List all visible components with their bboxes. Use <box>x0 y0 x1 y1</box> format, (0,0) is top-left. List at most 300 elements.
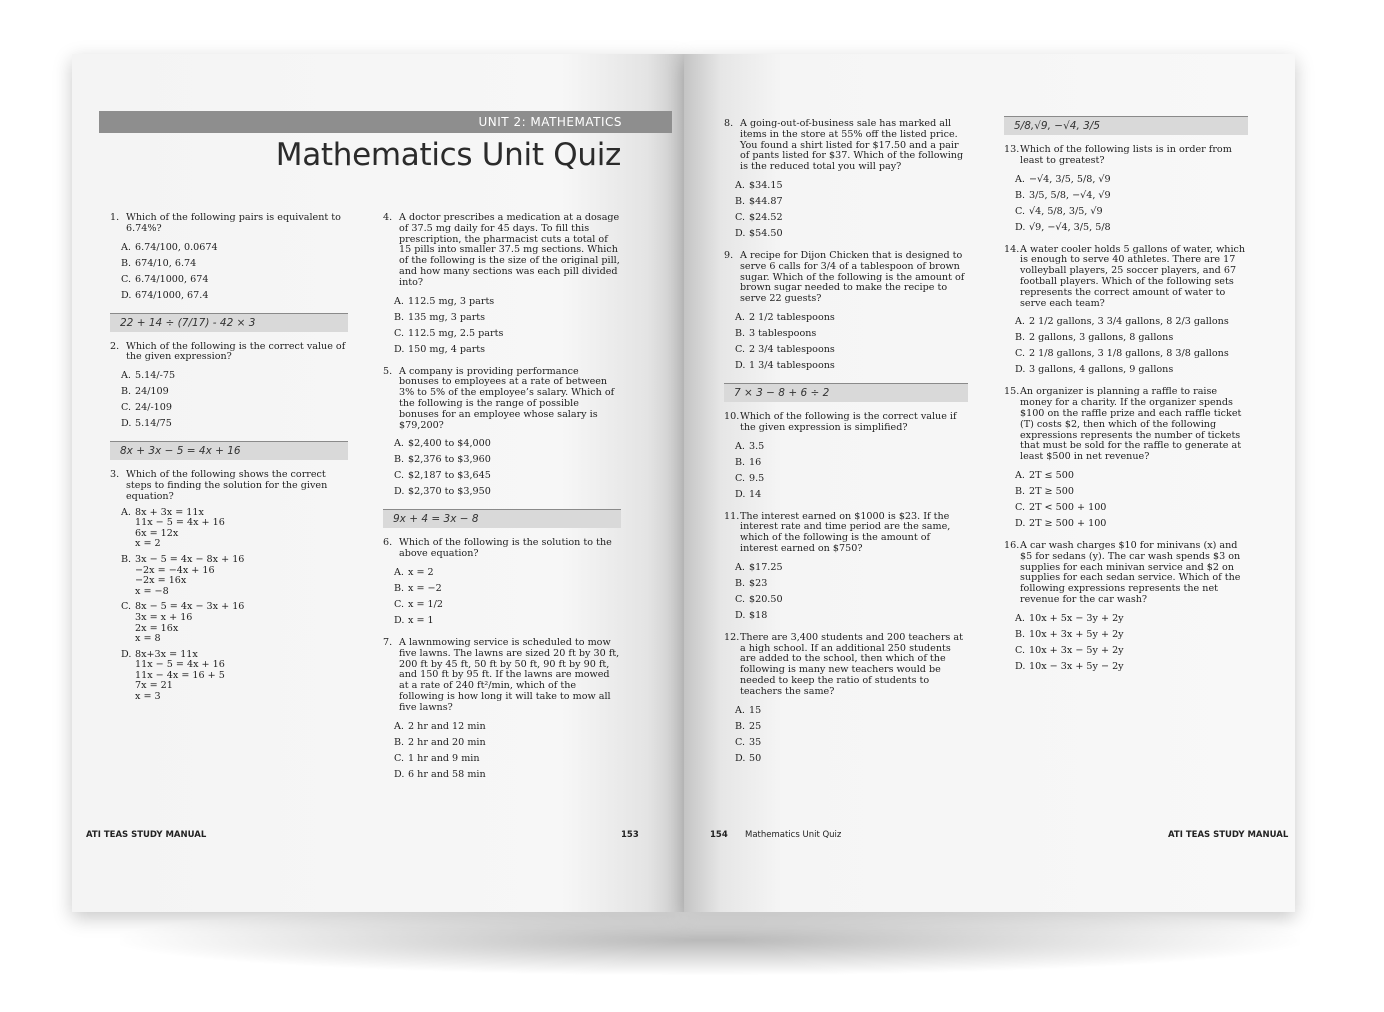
option-step-line: x = −8 <box>135 585 169 597</box>
question-text: Which of the following lists is in order from least to greatest? <box>1020 144 1232 166</box>
option-text: $2,187 to $3,645 <box>408 470 491 482</box>
option-text: $24.52 <box>749 211 783 223</box>
answer-option <box>394 326 621 342</box>
option-text: 50 <box>749 752 762 764</box>
answer-option <box>735 358 968 374</box>
option-text: $2,376 to $3,960 <box>408 454 491 466</box>
option-text: 1 hr and 9 min <box>408 752 480 764</box>
question-text: Which of the following is the correct value if the given expression is simplified? <box>740 410 957 433</box>
expression-box: 5/8,√9, −√4, 3/5 <box>1004 116 1248 135</box>
option-letter: A. <box>394 566 404 578</box>
question-5 <box>383 367 621 501</box>
option-letter: A. <box>121 241 131 253</box>
question-7 <box>383 638 621 783</box>
option-text: 2 gallons, 3 gallons, 8 gallons <box>1029 332 1174 344</box>
answer-option <box>1015 362 1248 378</box>
question-text: An organizer is planning a raffle to raise money for a charity. If the organizer spends $100 on the raffle prize and each raffle ticket (T) costs $2, then which of the following expressions represents the number of tickets that must be sold for the raffle to generate at least $500 in net revenue? <box>1020 386 1242 463</box>
option-letter: A. <box>1015 316 1025 328</box>
option-letter: D. <box>735 227 746 239</box>
option-text: 150 mg, 4 parts <box>408 343 486 355</box>
answer-option <box>394 613 621 629</box>
option-letter: B. <box>1015 628 1026 640</box>
question-text: A company is providing performance bonuses to employees at a rate of between 3% to 5% of the employee’s salary. Which of the following is the range of possible bonuses for an employee whose salary is $79,200? <box>399 365 615 431</box>
answer-option <box>394 452 621 468</box>
option-text: 674/10, 6.74 <box>135 257 197 269</box>
answer-option <box>735 342 968 358</box>
option-text: 2T ≥ 500 <box>1029 485 1074 497</box>
page-title: Mathematics Unit Quiz <box>275 137 621 173</box>
option-text: $2,370 to $3,950 <box>408 486 491 498</box>
answer-option <box>394 342 621 358</box>
option-text: 2T ≤ 500 <box>1029 469 1074 481</box>
option-step-line: 6x = 12x <box>135 527 179 539</box>
option-letter: A. <box>394 720 404 732</box>
option-text: 3.5 <box>749 440 765 452</box>
option-letter: D. <box>1015 660 1026 672</box>
question-stem <box>383 213 621 289</box>
option-text: √4, 5/8, 3/5, √9 <box>1029 205 1103 217</box>
question-stem <box>110 342 348 364</box>
question-9 <box>724 251 968 374</box>
answer-option <box>121 256 348 272</box>
option-letter: B. <box>1015 485 1026 497</box>
option-letter: B. <box>1015 332 1026 344</box>
answer-option <box>1015 627 1248 643</box>
footer-left-label: ATI TEAS STUDY MANUAL <box>86 830 207 840</box>
option-text: √9, −√4, 3/5, 5/8 <box>1029 221 1111 233</box>
option-steps <box>135 602 244 644</box>
option-letter: A. <box>735 561 745 573</box>
question-text: Which of the following shows the correct steps to finding the solution for the given equation? <box>126 469 328 502</box>
answer-options <box>394 294 621 358</box>
question-number: 11. <box>724 510 740 522</box>
option-step-line: 8x + 3x = 11x <box>135 506 204 518</box>
question-number: 10. <box>724 410 740 422</box>
option-text: 9.5 <box>749 472 765 484</box>
column-2 <box>383 213 621 792</box>
option-letter: C. <box>1015 205 1026 217</box>
question-stem <box>724 512 968 555</box>
option-letter: A. <box>735 311 745 323</box>
answer-options <box>1015 172 1248 236</box>
option-text: $44.87 <box>749 195 783 207</box>
option-text: 135 mg, 3 parts <box>408 311 486 323</box>
question-3 <box>110 470 348 702</box>
answer-options <box>394 436 621 500</box>
answer-option <box>735 703 968 719</box>
answer-option <box>1015 500 1248 516</box>
option-text: 2 1/2 tablespoons <box>749 311 835 323</box>
option-text: 674/1000, 67.4 <box>135 289 209 301</box>
question-1 <box>110 213 348 304</box>
answer-option <box>735 326 968 342</box>
answer-option <box>1015 346 1248 362</box>
footer-right-section: Mathematics Unit Quiz <box>745 830 842 840</box>
question-stem <box>1004 145 1248 167</box>
question-2 <box>110 342 348 433</box>
option-step-line: 11x − 4x = 16 + 5 <box>135 669 225 681</box>
option-letter: D. <box>394 614 405 626</box>
option-letter: D. <box>1015 221 1026 233</box>
question-14 <box>1004 245 1248 379</box>
question-text: A doctor prescribes a medication at a dosage of 37.5 mg daily for 45 days. To fill this prescription, the pharmacist cuts a total of 15 pills into smaller 37.5 mg sections. Which of the following is the size of the original pill, and how many sections was each pill divided into? <box>399 212 620 288</box>
question-text: A car wash charges $10 for minivans (x) and $5 for sedans (y). The car wash spends $3 on supplies for each minivan service and $2 on supplies for each sedan service. Which of the following expressions represents the net revenue for the car wash? <box>1020 539 1241 605</box>
option-step-line: 8x+3x = 11x <box>135 648 198 660</box>
question-stem <box>724 633 968 698</box>
option-step-line: −2x = −4x + 16 <box>135 564 215 576</box>
question-stem <box>724 119 968 173</box>
option-text: 15 <box>749 704 762 716</box>
option-letter: C. <box>735 472 746 484</box>
question-text: Which of the following is the correct value of the given expression? <box>126 340 346 363</box>
answer-option <box>735 719 968 735</box>
question-10 <box>724 412 968 503</box>
question-number: 2. <box>110 340 120 352</box>
question-number: 7. <box>383 636 393 648</box>
option-letter: A. <box>121 370 131 382</box>
option-letter: D. <box>121 289 132 301</box>
question-16 <box>1004 541 1248 675</box>
answer-option <box>735 608 968 624</box>
option-text: $17.25 <box>749 561 783 573</box>
answer-options <box>735 560 968 624</box>
option-letter: C. <box>1015 348 1026 360</box>
answer-option <box>1015 516 1248 532</box>
option-text: 16 <box>749 456 762 468</box>
answer-option <box>121 602 348 644</box>
option-steps <box>135 555 244 597</box>
answer-option <box>735 226 968 242</box>
option-letter: A. <box>1015 612 1025 624</box>
answer-option <box>394 436 621 452</box>
answer-option <box>121 508 348 550</box>
option-letter: A. <box>735 179 745 191</box>
option-step-line: 2x = 16x <box>135 622 179 634</box>
option-letter: B. <box>121 553 132 565</box>
option-letter: C. <box>394 752 405 764</box>
option-text: 24/109 <box>135 386 169 398</box>
column-1 <box>110 213 348 712</box>
option-letter: C. <box>121 273 132 285</box>
question-stem <box>383 367 621 432</box>
answer-option <box>1015 611 1248 627</box>
question-text: There are 3,400 students and 200 teachers at a high school. If an additional 250 students are added to the school, then which of the following is many new teachers would be needed to keep the ratio of students to teachers the same? <box>740 631 963 697</box>
answer-option <box>735 178 968 194</box>
option-letter: A. <box>735 440 745 452</box>
option-text: 2T < 500 + 100 <box>1029 501 1107 513</box>
answer-option <box>394 310 621 326</box>
option-text: 10x − 3x + 5y − 2y <box>1029 660 1124 672</box>
option-letter: B. <box>394 311 405 323</box>
question-text: The interest earned on $1000 is $23. If the interest rate and time period are the same, which of the following is the amount of interest earned on $750? <box>740 510 951 554</box>
question-number: 6. <box>383 537 393 549</box>
answer-option <box>735 210 968 226</box>
option-letter: D. <box>394 486 405 498</box>
answer-option <box>394 767 621 783</box>
question-number: 9. <box>724 249 734 261</box>
question-text: Which of the following is the solution to the above equation? <box>399 537 612 560</box>
option-text: −√4, 3/5, 5/8, √9 <box>1029 173 1111 185</box>
option-text: 1 3/4 tablespoons <box>749 359 835 371</box>
option-letter: C. <box>735 211 746 223</box>
answer-option <box>735 455 968 471</box>
option-letter: A. <box>1015 173 1025 185</box>
option-text: 5.14/-75 <box>135 370 176 382</box>
answer-option <box>735 735 968 751</box>
question-number: 1. <box>110 212 120 223</box>
option-letter: A. <box>735 704 745 716</box>
answer-option <box>1015 188 1248 204</box>
option-step-line: 11x − 5 = 4x + 16 <box>135 659 225 671</box>
option-text: x = 1 <box>408 614 434 626</box>
option-step-line: −2x = 16x <box>135 575 187 587</box>
option-letter: B. <box>735 720 746 732</box>
question-8 <box>724 119 968 242</box>
option-text: $54.50 <box>749 227 783 239</box>
answer-options <box>1015 468 1248 532</box>
answer-option <box>121 240 348 256</box>
footer-right-label: ATI TEAS STUDY MANUAL <box>1168 830 1289 840</box>
option-letter: C. <box>735 736 746 748</box>
question-stem <box>383 638 621 714</box>
option-letter: D. <box>1015 364 1026 376</box>
option-letter: D. <box>394 343 405 355</box>
option-step-line: 8x − 5 = 4x − 3x + 16 <box>135 601 245 613</box>
option-step-line: x = 8 <box>135 633 161 645</box>
answer-option <box>394 468 621 484</box>
question-number: 16. <box>1004 539 1020 551</box>
question-6 <box>383 538 621 629</box>
answer-option <box>735 194 968 210</box>
answer-option <box>394 484 621 500</box>
question-stem <box>1004 387 1248 463</box>
option-letter: A. <box>394 438 404 450</box>
answer-option <box>121 288 348 304</box>
column-4 <box>1004 112 1248 684</box>
option-letter: A. <box>394 295 404 307</box>
option-letter: B. <box>735 327 746 339</box>
answer-option <box>1015 484 1248 500</box>
question-stem <box>724 412 968 434</box>
question-15 <box>1004 387 1248 532</box>
question-text: A recipe for Dijon Chicken that is designed to serve 6 calls for 3/4 of a tablespoon of brown sugar. Which of the following is the amount of brown sugar needed to make the recipe to serve 22 guests? <box>740 249 965 305</box>
option-text: 112.5 mg, 2.5 parts <box>408 327 504 339</box>
answer-option <box>121 272 348 288</box>
answer-option <box>394 597 621 613</box>
answer-options <box>735 439 968 503</box>
expression-box: 8x + 3x − 5 = 4x + 16 <box>110 441 348 460</box>
option-text: 2T ≥ 500 + 100 <box>1029 517 1107 529</box>
answer-option <box>394 751 621 767</box>
expression-box: 7 × 3 − 8 + 6 ÷ 2 <box>724 383 968 402</box>
option-text: x = −2 <box>408 582 442 594</box>
option-text: 6.74/1000, 674 <box>135 273 209 285</box>
expression-box: 22 + 14 ÷ (7/17) - 42 × 3 <box>110 313 348 332</box>
option-steps <box>135 650 225 703</box>
question-12 <box>724 633 968 767</box>
option-step-line: x = 3 <box>135 691 161 703</box>
answer-option <box>1015 643 1248 659</box>
option-letter: D. <box>735 609 746 621</box>
option-letter: B. <box>735 577 746 589</box>
answer-option <box>1015 330 1248 346</box>
question-text: A lawnmowing service is scheduled to mow five lawns. The lawns are sized 20 ft by 30 ft, 200 ft by 45 ft, 50 ft by 50 ft, 90 ft by 90 ft, and 150 ft by 95 ft. If the lawns are mowed at a rate of 240 ft²/min, which of the following is how long it will take to mow all five lawns? <box>399 636 620 713</box>
footer-right-page-number: 154 <box>710 830 728 840</box>
option-letter: B. <box>735 195 746 207</box>
answer-option <box>735 310 968 326</box>
question-stem <box>1004 245 1248 310</box>
unit-banner: UNIT 2: MATHEMATICS <box>99 111 672 133</box>
option-letter: D. <box>1015 517 1026 529</box>
answer-options <box>1015 314 1248 378</box>
answer-options <box>121 508 348 703</box>
answer-option <box>1015 172 1248 188</box>
option-letter: C. <box>735 343 746 355</box>
answer-option <box>1015 659 1248 675</box>
option-letter: C. <box>394 598 405 610</box>
option-letter: B. <box>394 736 405 748</box>
option-letter: D. <box>121 648 132 660</box>
option-letter: B. <box>121 257 132 269</box>
answer-option <box>121 400 348 416</box>
answer-option <box>121 416 348 432</box>
answer-option <box>735 751 968 767</box>
option-text: $34.15 <box>749 179 783 191</box>
question-stem <box>383 538 621 560</box>
answer-option <box>394 581 621 597</box>
answer-option <box>394 735 621 751</box>
option-text: $23 <box>749 577 768 589</box>
option-text: 2 hr and 12 min <box>408 720 486 732</box>
option-step-line: 3x = x + 16 <box>135 611 193 623</box>
option-letter: C. <box>121 601 132 613</box>
column-3 <box>724 119 968 776</box>
option-text: 10x + 3x − 5y + 2y <box>1029 644 1124 656</box>
answer-option <box>394 565 621 581</box>
option-letter: A. <box>1015 469 1025 481</box>
question-11 <box>724 512 968 624</box>
question-text: Which of the following pairs is equivalent to 6.74%? <box>126 212 341 234</box>
option-letter: B. <box>1015 189 1026 201</box>
option-letter: D. <box>121 418 132 430</box>
question-number: 14. <box>1004 243 1020 255</box>
option-letter: B. <box>735 456 746 468</box>
option-letter: C. <box>735 593 746 605</box>
answer-options <box>735 178 968 242</box>
option-text: 25 <box>749 720 762 732</box>
option-text: 112.5 mg, 3 parts <box>408 295 495 307</box>
answer-options <box>394 565 621 629</box>
answer-option <box>735 487 968 503</box>
answer-option <box>735 439 968 455</box>
question-stem <box>110 213 348 235</box>
answer-option <box>735 560 968 576</box>
question-stem <box>1004 541 1248 606</box>
option-letter: C. <box>394 470 405 482</box>
option-text: 10x + 3x + 5y + 2y <box>1029 628 1124 640</box>
question-number: 13. <box>1004 144 1020 155</box>
answer-options <box>121 240 348 304</box>
option-step-line: 3x − 5 = 4x − 8x + 16 <box>135 553 245 565</box>
option-step-line: 11x − 5 = 4x + 16 <box>135 517 225 529</box>
option-text: 24/-109 <box>135 402 172 414</box>
answer-options <box>735 310 968 374</box>
option-text: 10x + 5x − 3y + 2y <box>1029 612 1124 624</box>
option-text: 3 tablespoons <box>749 327 817 339</box>
option-letter: C. <box>394 327 405 339</box>
question-number: 15. <box>1004 386 1020 398</box>
option-letter: B. <box>394 454 405 466</box>
answer-option <box>1015 468 1248 484</box>
option-letter: C. <box>1015 644 1026 656</box>
option-letter: C. <box>1015 501 1026 513</box>
option-text: 2 1/2 gallons, 3 3/4 gallons, 8 2/3 gallons <box>1029 316 1229 328</box>
option-steps <box>135 508 225 550</box>
answer-option <box>394 719 621 735</box>
question-13 <box>1004 145 1248 236</box>
option-text: 2 hr and 20 min <box>408 736 486 748</box>
answer-options <box>394 719 621 783</box>
answer-option <box>1015 204 1248 220</box>
option-letter: D. <box>735 752 746 764</box>
question-number: 8. <box>724 118 734 129</box>
option-letter: A. <box>121 506 131 518</box>
option-letter: B. <box>121 386 132 398</box>
question-stem <box>110 470 348 502</box>
answer-options <box>735 703 968 767</box>
option-text: 6.74/100, 0.0674 <box>135 241 218 253</box>
option-text: 2 3/4 tablespoons <box>749 343 835 355</box>
option-text: 3 gallons, 4 gallons, 9 gallons <box>1029 364 1174 376</box>
answer-option <box>121 368 348 384</box>
question-text: A water cooler holds 5 gallons of water, which is enough to serve 40 athletes. There are 17 volleyball players, 25 soccer players, and 67 football players. Which of the following sets represents the correct amount of water to serve each team? <box>1020 243 1246 309</box>
option-text: 3/5, 5/8, −√4, √9 <box>1029 189 1111 201</box>
option-text: x = 2 <box>408 566 434 578</box>
option-letter: B. <box>394 582 405 594</box>
option-text: 2 1/8 gallons, 3 1/8 gallons, 8 3/8 gallons <box>1029 348 1229 360</box>
question-number: 4. <box>383 212 393 223</box>
question-number: 5. <box>383 365 393 377</box>
answer-option <box>735 592 968 608</box>
question-text: A going-out-of-business sale has marked all items in the store at 55% off the listed price. You found a shirt listed for $17.50 and a pair of pants listed for $37. Which of the following is the reduced total you will pay? <box>740 118 964 173</box>
option-text: 14 <box>749 488 762 500</box>
question-stem <box>724 251 968 305</box>
option-letter: D. <box>735 488 746 500</box>
book-shadow <box>120 905 1300 975</box>
option-text: $18 <box>749 609 768 621</box>
footer-left-page-number: 153 <box>621 830 639 840</box>
option-letter: C. <box>121 402 132 414</box>
answer-option <box>121 555 348 597</box>
question-4 <box>383 213 621 358</box>
option-text: $2,400 to $4,000 <box>408 438 491 450</box>
answer-option <box>1015 220 1248 236</box>
answer-options <box>121 368 348 432</box>
expression-box: 9x + 4 = 3x − 8 <box>383 509 621 528</box>
option-text: 5.14/75 <box>135 418 172 430</box>
option-text: $20.50 <box>749 593 783 605</box>
answer-option <box>735 576 968 592</box>
option-step-line: x = 2 <box>135 538 161 550</box>
answer-option <box>121 650 348 703</box>
option-text: x = 1/2 <box>408 598 443 610</box>
answer-options <box>1015 611 1248 675</box>
option-text: 6 hr and 58 min <box>408 768 486 780</box>
question-number: 3. <box>110 469 120 481</box>
answer-option <box>394 294 621 310</box>
option-text: 35 <box>749 736 762 748</box>
question-number: 12. <box>724 631 740 643</box>
